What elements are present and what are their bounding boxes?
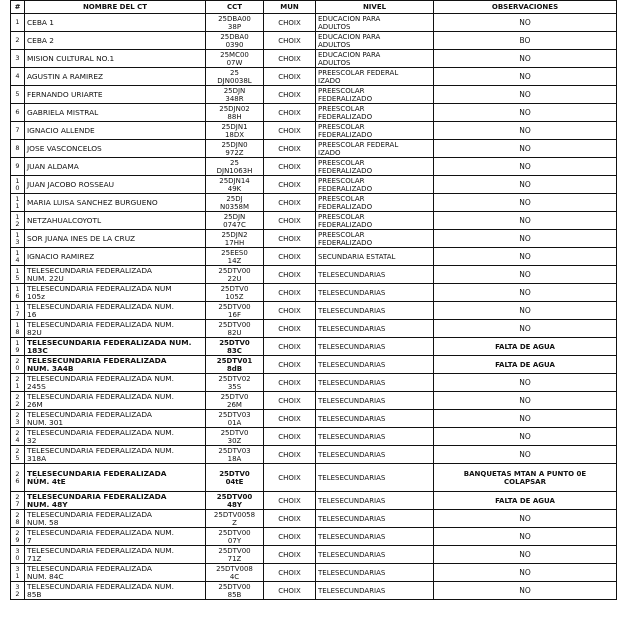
table-row — [11, 212, 617, 230]
municipality-cell: CHOIX — [264, 176, 316, 194]
municipality-cell: CHOIX — [264, 14, 316, 32]
row-number-cell: 1 3 — [11, 230, 25, 248]
cct-cell: 25DTV0 30Z — [206, 428, 264, 446]
cct-cell: 25DBA0 0390 — [206, 32, 264, 50]
school-name-cell: TELESECUNDARIA FEDERALIZADA NUM. 301 — [25, 410, 206, 428]
table-row — [11, 68, 617, 86]
municipality-cell: CHOIX — [264, 230, 316, 248]
cct-cell: 25DTV00 07Y — [206, 528, 264, 546]
cct-cell: 25DTV00 22U — [206, 266, 264, 284]
municipality-cell: CHOIX — [264, 446, 316, 464]
table-row — [11, 528, 617, 546]
header-observaciones: OBSERVACIONES — [434, 1, 617, 14]
cct-cell: 25DTV02 35S — [206, 374, 264, 392]
row-number-cell: 2 — [11, 32, 25, 50]
row-number-cell: 6 — [11, 104, 25, 122]
level-cell: TELESECUNDARIAS — [316, 320, 434, 338]
municipality-cell: CHOIX — [264, 248, 316, 266]
level-cell: TELESECUNDARIAS — [316, 266, 434, 284]
school-name-cell: TELESECUNDARIA FEDERALIZADA NUM. 245S — [25, 374, 206, 392]
school-name-cell: TELESECUNDARIA FEDERALIZADA NUM. 84C — [25, 564, 206, 582]
municipality-cell: CHOIX — [264, 564, 316, 582]
row-number-cell: 3 2 — [11, 582, 25, 600]
row-number-cell: 3 0 — [11, 546, 25, 564]
observation-cell: NO — [434, 50, 617, 68]
observation-cell: NO — [434, 212, 617, 230]
level-cell: PREESCOLAR FEDERALIZADO — [316, 104, 434, 122]
table-header-row — [11, 1, 617, 14]
level-cell: PREESCOLAR FEDERALIZADO — [316, 122, 434, 140]
municipality-cell: CHOIX — [264, 374, 316, 392]
cct-cell: 25DTV00 85B — [206, 582, 264, 600]
level-cell: TELESECUNDARIAS — [316, 284, 434, 302]
table-row — [11, 356, 617, 374]
municipality-cell: CHOIX — [264, 510, 316, 528]
municipality-cell: CHOIX — [264, 428, 316, 446]
observation-cell: NO — [434, 392, 617, 410]
header-cct: CCT — [206, 1, 264, 14]
header-nivel: NIVEL — [316, 1, 434, 14]
header-name: NOMBRE DEL CT — [25, 1, 206, 14]
school-name-cell: TELESECUNDARIA FEDERALIZADA NUM. 85B — [25, 582, 206, 600]
cct-cell: 25DTV01 8dB — [206, 356, 264, 374]
table-row — [11, 582, 617, 600]
level-cell: PREESCOLAR FEDERAL IZADO — [316, 140, 434, 158]
level-cell: TELESECUNDARIAS — [316, 564, 434, 582]
municipality-cell: CHOIX — [264, 302, 316, 320]
cct-cell: 25DTV03 01A — [206, 410, 264, 428]
school-name-cell: IGNACIO ALLENDE — [25, 122, 206, 140]
observation-cell: NO — [434, 176, 617, 194]
observation-cell: NO — [434, 374, 617, 392]
observation-cell: NO — [434, 140, 617, 158]
observation-cell: NO — [434, 528, 617, 546]
table-row — [11, 428, 617, 446]
observation-cell: NO — [434, 320, 617, 338]
cct-cell: 25 DJN1063H — [206, 158, 264, 176]
row-number-cell: 2 7 — [11, 492, 25, 510]
school-name-cell: TELESECUNDARIA FEDERALIZADA NUM 105z — [25, 284, 206, 302]
observation-cell: NO — [434, 14, 617, 32]
row-number-cell: 3 — [11, 50, 25, 68]
cct-cell: 25DTV00 16F — [206, 302, 264, 320]
observation-cell: NO — [434, 104, 617, 122]
municipality-cell: CHOIX — [264, 582, 316, 600]
school-name-cell: AGUSTIN A RAMIREZ — [25, 68, 206, 86]
school-name-cell: TELESECUNDARIA FEDERALIZADA NUM. 71Z — [25, 546, 206, 564]
municipality-cell: CHOIX — [264, 492, 316, 510]
school-name-cell: MISION CULTURAL NO.1 — [25, 50, 206, 68]
observation-cell: NO — [434, 564, 617, 582]
school-name-cell: CEBA 2 — [25, 32, 206, 50]
municipality-cell: CHOIX — [264, 266, 316, 284]
school-name-cell: JUAN JACOBO ROSSEAU — [25, 176, 206, 194]
school-name-cell: TELESECUNDARIA FEDERALIZADA NUM. 16 — [25, 302, 206, 320]
municipality-cell: CHOIX — [264, 158, 316, 176]
school-name-cell: SOR JUANA INES DE LA CRUZ — [25, 230, 206, 248]
level-cell: TELESECUNDARIAS — [316, 428, 434, 446]
row-number-cell: 2 0 — [11, 356, 25, 374]
school-name-cell: NETZAHUALCOYOTL — [25, 212, 206, 230]
cct-cell: 25DJN 348R — [206, 86, 264, 104]
observation-cell: FALTA DE AGUA — [434, 492, 617, 510]
level-cell: PREESCOLAR FEDERALIZADO — [316, 176, 434, 194]
table-row — [11, 158, 617, 176]
municipality-cell: CHOIX — [264, 338, 316, 356]
row-number-cell: 1 7 — [11, 302, 25, 320]
cct-cell: 25DTV03 18A — [206, 446, 264, 464]
level-cell: TELESECUNDARIAS — [316, 492, 434, 510]
observation-cell: NO — [434, 410, 617, 428]
table-row — [11, 392, 617, 410]
level-cell: PREESCOLAR FEDERALIZADO — [316, 158, 434, 176]
school-name-cell: JOSE VASCONCELOS — [25, 140, 206, 158]
row-number-cell: 2 3 — [11, 410, 25, 428]
row-number-cell: 2 2 — [11, 392, 25, 410]
observation-cell: NO — [434, 302, 617, 320]
school-name-cell: TELESECUNDARIA FEDERALIZADA NUM. 22U — [25, 266, 206, 284]
level-cell: TELESECUNDARIAS — [316, 464, 434, 492]
municipality-cell: CHOIX — [264, 464, 316, 492]
row-number-cell: 1 2 — [11, 212, 25, 230]
school-name-cell: TELESECUNDARIA FEDERALIZADA NUM. 82U — [25, 320, 206, 338]
municipality-cell: CHOIX — [264, 194, 316, 212]
level-cell: TELESECUNDARIAS — [316, 582, 434, 600]
header-number: # — [11, 1, 25, 14]
municipality-cell: CHOIX — [264, 68, 316, 86]
municipality-cell: CHOIX — [264, 32, 316, 50]
table-row — [11, 50, 617, 68]
row-number-cell: 1 4 — [11, 248, 25, 266]
observation-cell: NO — [434, 546, 617, 564]
cct-cell: 25DTV00 48Y — [206, 492, 264, 510]
table-row — [11, 446, 617, 464]
row-number-cell: 1 5 — [11, 266, 25, 284]
observation-cell: NO — [434, 510, 617, 528]
school-name-cell: TELESECUNDARIA FEDERALIZADA NÚM. 4tE — [25, 464, 206, 492]
table-row — [11, 248, 617, 266]
observation-cell: NO — [434, 158, 617, 176]
row-number-cell: 1 0 — [11, 176, 25, 194]
level-cell: TELESECUNDARIAS — [316, 410, 434, 428]
municipality-cell: CHOIX — [264, 50, 316, 68]
row-number-cell: 9 — [11, 158, 25, 176]
cct-cell: 25EES0 14Z — [206, 248, 264, 266]
row-number-cell: 1 8 — [11, 320, 25, 338]
cct-cell: 25DTV00 82U — [206, 320, 264, 338]
municipality-cell: CHOIX — [264, 392, 316, 410]
school-name-cell: TELESECUNDARIA FEDERALIZADA NUM. 58 — [25, 510, 206, 528]
table-row — [11, 230, 617, 248]
cct-cell: 25DTV0 105Z — [206, 284, 264, 302]
cct-cell: 25DBA00 38P — [206, 14, 264, 32]
table-row — [11, 266, 617, 284]
level-cell: PREESCOLAR FEDERAL IZADO — [316, 68, 434, 86]
observation-cell: FALTA DE AGUA — [434, 338, 617, 356]
school-name-cell: IGNACIO RAMIREZ — [25, 248, 206, 266]
observation-cell: NO — [434, 86, 617, 104]
level-cell: EDUCACION PARA ADULTOS — [316, 50, 434, 68]
school-name-cell: CEBA 1 — [25, 14, 206, 32]
observation-cell: NO — [434, 248, 617, 266]
row-number-cell: 1 1 — [11, 194, 25, 212]
municipality-cell: CHOIX — [264, 212, 316, 230]
table-row — [11, 32, 617, 50]
municipality-cell: CHOIX — [264, 104, 316, 122]
table-row — [11, 302, 617, 320]
row-number-cell: 2 9 — [11, 528, 25, 546]
table-row — [11, 320, 617, 338]
table-row — [11, 338, 617, 356]
cct-cell: 25DJN1 18DX — [206, 122, 264, 140]
observation-cell: NO — [434, 428, 617, 446]
observation-cell: NO — [434, 122, 617, 140]
observation-cell: NO — [434, 582, 617, 600]
level-cell: TELESECUNDARIAS — [316, 392, 434, 410]
table-row — [11, 14, 617, 32]
level-cell: PREESCOLAR FEDERALIZADO — [316, 86, 434, 104]
municipality-cell: CHOIX — [264, 140, 316, 158]
municipality-cell: CHOIX — [264, 86, 316, 104]
table-row — [11, 140, 617, 158]
row-number-cell: 3 1 — [11, 564, 25, 582]
level-cell: TELESECUNDARIAS — [316, 338, 434, 356]
cct-cell: 25DJN14 49K — [206, 176, 264, 194]
row-number-cell: 1 6 — [11, 284, 25, 302]
cct-cell: 25 DJN0038L — [206, 68, 264, 86]
row-number-cell: 2 8 — [11, 510, 25, 528]
table-row — [11, 492, 617, 510]
level-cell: PREESCOLAR FEDERALIZADO — [316, 230, 434, 248]
cct-cell: 25DTV0 26M — [206, 392, 264, 410]
cct-cell: 25DJN2 17HH — [206, 230, 264, 248]
cct-cell: 25DJN 0747C — [206, 212, 264, 230]
school-name-cell: TELESECUNDARIA FEDERALIZADA NUM. 32 — [25, 428, 206, 446]
school-name-cell: TELESECUNDARIA FEDERALIZADA NUM. 318A — [25, 446, 206, 464]
municipality-cell: CHOIX — [264, 320, 316, 338]
level-cell: PREESCOLAR FEDERALIZADO — [316, 194, 434, 212]
row-number-cell: 1 — [11, 14, 25, 32]
observation-cell: FALTA DE AGUA — [434, 356, 617, 374]
table-row — [11, 122, 617, 140]
school-name-cell: FERNANDO URIARTE — [25, 86, 206, 104]
row-number-cell: 1 9 — [11, 338, 25, 356]
table-row — [11, 194, 617, 212]
observation-cell: NO — [434, 230, 617, 248]
school-name-cell: TELESECUNDARIA FEDERALIZADA NUM. 183C — [25, 338, 206, 356]
table-row — [11, 86, 617, 104]
table-row — [11, 284, 617, 302]
cct-cell: 25DTV0 83C — [206, 338, 264, 356]
cct-cell: 25DJ N0358M — [206, 194, 264, 212]
level-cell: EDUCACION PARA ADULTOS — [316, 32, 434, 50]
observation-cell: BANQUETAS MTAN A PUNTO 0E COLAPSAR — [434, 464, 617, 492]
school-name-cell: TELESECUNDARIA FEDERALIZADA NUM. 3A4B — [25, 356, 206, 374]
school-name-cell: TELESECUNDARIA FEDERALIZADA NUM. 7 — [25, 528, 206, 546]
schools-table — [10, 0, 617, 600]
table-row — [11, 410, 617, 428]
school-name-cell: MARIA LUISA SANCHEZ BURGUENO — [25, 194, 206, 212]
cct-cell: 25DTV008 4C — [206, 564, 264, 582]
observation-cell: BO — [434, 32, 617, 50]
cct-cell: 25DJN02 88H — [206, 104, 264, 122]
table-row — [11, 546, 617, 564]
school-name-cell: JUAN ALDAMA — [25, 158, 206, 176]
cct-cell: 25MC00 07W — [206, 50, 264, 68]
table-row — [11, 510, 617, 528]
row-number-cell: 7 — [11, 122, 25, 140]
row-number-cell: 8 — [11, 140, 25, 158]
level-cell: TELESECUNDARIAS — [316, 374, 434, 392]
municipality-cell: CHOIX — [264, 528, 316, 546]
municipality-cell: CHOIX — [264, 356, 316, 374]
observation-cell: NO — [434, 266, 617, 284]
school-name-cell: GABRIELA MISTRAL — [25, 104, 206, 122]
observation-cell: NO — [434, 68, 617, 86]
observation-cell: NO — [434, 284, 617, 302]
table-row — [11, 464, 617, 492]
level-cell: SECUNDARIA ESTATAL — [316, 248, 434, 266]
row-number-cell: 2 6 — [11, 464, 25, 492]
row-number-cell: 2 4 — [11, 428, 25, 446]
level-cell: TELESECUNDARIAS — [316, 356, 434, 374]
level-cell: PREESCOLAR FEDERALIZADO — [316, 212, 434, 230]
municipality-cell: CHOIX — [264, 546, 316, 564]
cct-cell: 25DTV0058 Z — [206, 510, 264, 528]
cct-cell: 25DTV00 71Z — [206, 546, 264, 564]
level-cell: TELESECUNDARIAS — [316, 528, 434, 546]
cct-cell: 25DTV0 04tE — [206, 464, 264, 492]
level-cell: TELESECUNDARIAS — [316, 510, 434, 528]
row-number-cell: 5 — [11, 86, 25, 104]
municipality-cell: CHOIX — [264, 122, 316, 140]
level-cell: TELESECUNDARIAS — [316, 446, 434, 464]
row-number-cell: 4 — [11, 68, 25, 86]
school-name-cell: TELESECUNDARIA FEDERALIZADA NUM. 26M — [25, 392, 206, 410]
level-cell: EDUCACION PARA ADULTOS — [316, 14, 434, 32]
observation-cell: NO — [434, 194, 617, 212]
table-row — [11, 104, 617, 122]
level-cell: TELESECUNDARIAS — [316, 302, 434, 320]
observation-cell: NO — [434, 446, 617, 464]
row-number-cell: 2 5 — [11, 446, 25, 464]
table-row — [11, 374, 617, 392]
school-name-cell: TELESECUNDARIA FEDERALIZADA NUM. 48Y — [25, 492, 206, 510]
header-mun: MUN — [264, 1, 316, 14]
municipality-cell: CHOIX — [264, 284, 316, 302]
cct-cell: 25DJN0 972Z — [206, 140, 264, 158]
table-row — [11, 564, 617, 582]
municipality-cell: CHOIX — [264, 410, 316, 428]
row-number-cell: 2 1 — [11, 374, 25, 392]
level-cell: TELESECUNDARIAS — [316, 546, 434, 564]
table-row — [11, 176, 617, 194]
